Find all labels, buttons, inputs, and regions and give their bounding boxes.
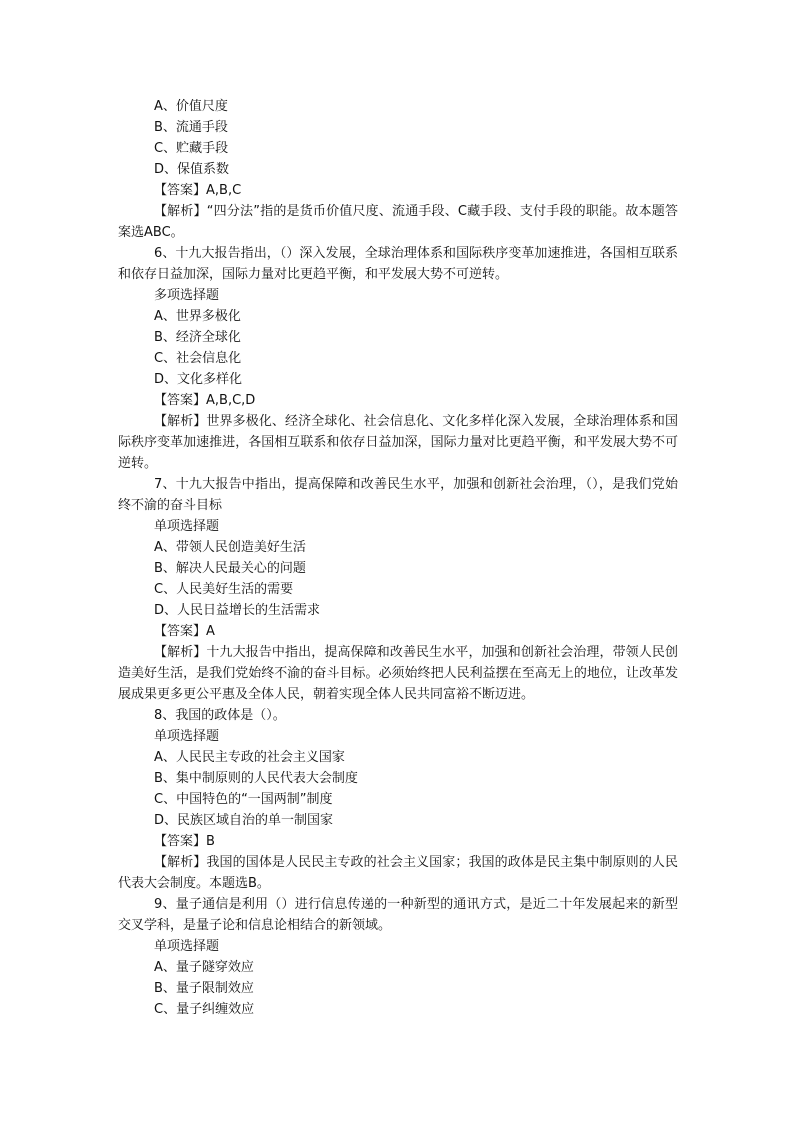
q7-option-c: C、人民美好生活的需要	[154, 582, 294, 597]
answer-value: A,B,C	[206, 183, 242, 198]
q8-answer	[118, 831, 678, 852]
q6-stem: 6、十九大报告指出，（）深入发展，全球治理体系和国际秩序变革加速推进，各国相互联系和依存日益加深，国际力量对比更趋平衡，和平发展大势不可逆转。	[118, 246, 678, 282]
answer-value: A,B,C,D	[206, 393, 256, 408]
q7-option-d: D、人民日益增长的生活需求	[154, 603, 321, 618]
analysis-text: 我国的国体是人民民主专政的社会主义国家；我国的政体是民主集中制原则的人民代表大会制度。本题选B。	[118, 855, 678, 891]
analysis-label: 【解析】	[154, 645, 207, 660]
q8-stem: 8、我国的政体是（）。	[154, 708, 286, 723]
analysis-text: “四分法”指的是货币价值尺度、流通手段、C藏手段、支付手段的职能。故本题答案选ABC。	[118, 204, 678, 240]
q7-option-a: A、带领人民创造美好生活	[154, 540, 306, 555]
q9-stem: 9、量子通信是利用（）进行信息传递的一种新型的通讯方式，是近二十年发展起来的新型交叉学科，是量子论和信息论相结合的新领域。	[118, 897, 678, 933]
analysis-text: 十九大报告中指出，提高保障和改善民生水平，加强和创新社会治理，带领人民创造美好生活，是我们党始终不渝的奋斗目标。必须始终把人民利益摆在至高无上的地位，让改革发展成果更多更公平惠及全体人民，朝着实现全体人民共同富裕不断迈进。	[118, 645, 678, 702]
q6-option-d: D、文化多样化	[154, 372, 243, 387]
q8-option-c: C、中国特色的“一国两制”制度	[154, 792, 333, 807]
q9-option-c: C、量子纠缠效应	[154, 1002, 255, 1017]
analysis-label: 【解析】	[154, 855, 207, 870]
q6-analysis	[118, 411, 678, 474]
q5-analysis	[118, 201, 678, 243]
q8-analysis	[118, 852, 678, 894]
q6-option-c: C、社会信息化	[154, 351, 242, 366]
q9-type: 单项选择题	[154, 939, 220, 954]
q5-option-c: C、贮藏手段	[154, 141, 229, 156]
analysis-label: 【解析】	[154, 414, 207, 429]
q8-option-a: A、人民民主专政的社会主义国家	[154, 750, 345, 765]
q6-type: 多项选择题	[154, 288, 220, 303]
q7-analysis	[118, 642, 678, 705]
q5-answer	[118, 180, 678, 201]
q7-type: 单项选择题	[154, 519, 220, 534]
document-page	[118, 96, 678, 1020]
q7-option-b: B、解决人民最关心的问题	[154, 561, 306, 576]
answer-label: 【答案】	[154, 183, 207, 198]
answer-label: 【答案】	[154, 834, 207, 849]
q5-option-a: A、价值尺度	[154, 99, 228, 114]
q7-answer	[118, 621, 678, 642]
answer-value: A	[206, 624, 215, 639]
q9-option-a: A、量子隧穿效应	[154, 960, 254, 975]
answer-label: 【答案】	[154, 624, 207, 639]
q6-option-a: A、世界多极化	[154, 309, 241, 324]
analysis-text: 世界多极化、经济全球化、社会信息化、文化多样化深入发展，全球治理体系和国际秩序变革加速推进，各国相互联系和依存日益加深，国际力量对比更趋平衡，和平发展大势不可逆转。	[118, 414, 678, 471]
q6-option-b: B、经济全球化	[154, 330, 241, 345]
q6-answer	[118, 390, 678, 411]
q7-stem: 7、十九大报告中指出，提高保障和改善民生水平，加强和创新社会治理，（），是我们党始终不渝的奋斗目标	[118, 477, 678, 513]
q5-option-d: D、保值系数	[154, 162, 230, 177]
q8-type: 单项选择题	[154, 729, 220, 744]
analysis-label: 【解析】	[154, 204, 207, 219]
answer-label: 【答案】	[154, 393, 207, 408]
q8-option-b: B、集中制原则的人民代表大会制度	[154, 771, 358, 786]
q5-option-b: B、流通手段	[154, 120, 228, 135]
q9-option-b: B、量子限制效应	[154, 981, 254, 996]
q8-option-d: D、民族区域自治的单一制国家	[154, 813, 334, 828]
answer-value: B	[206, 834, 215, 849]
